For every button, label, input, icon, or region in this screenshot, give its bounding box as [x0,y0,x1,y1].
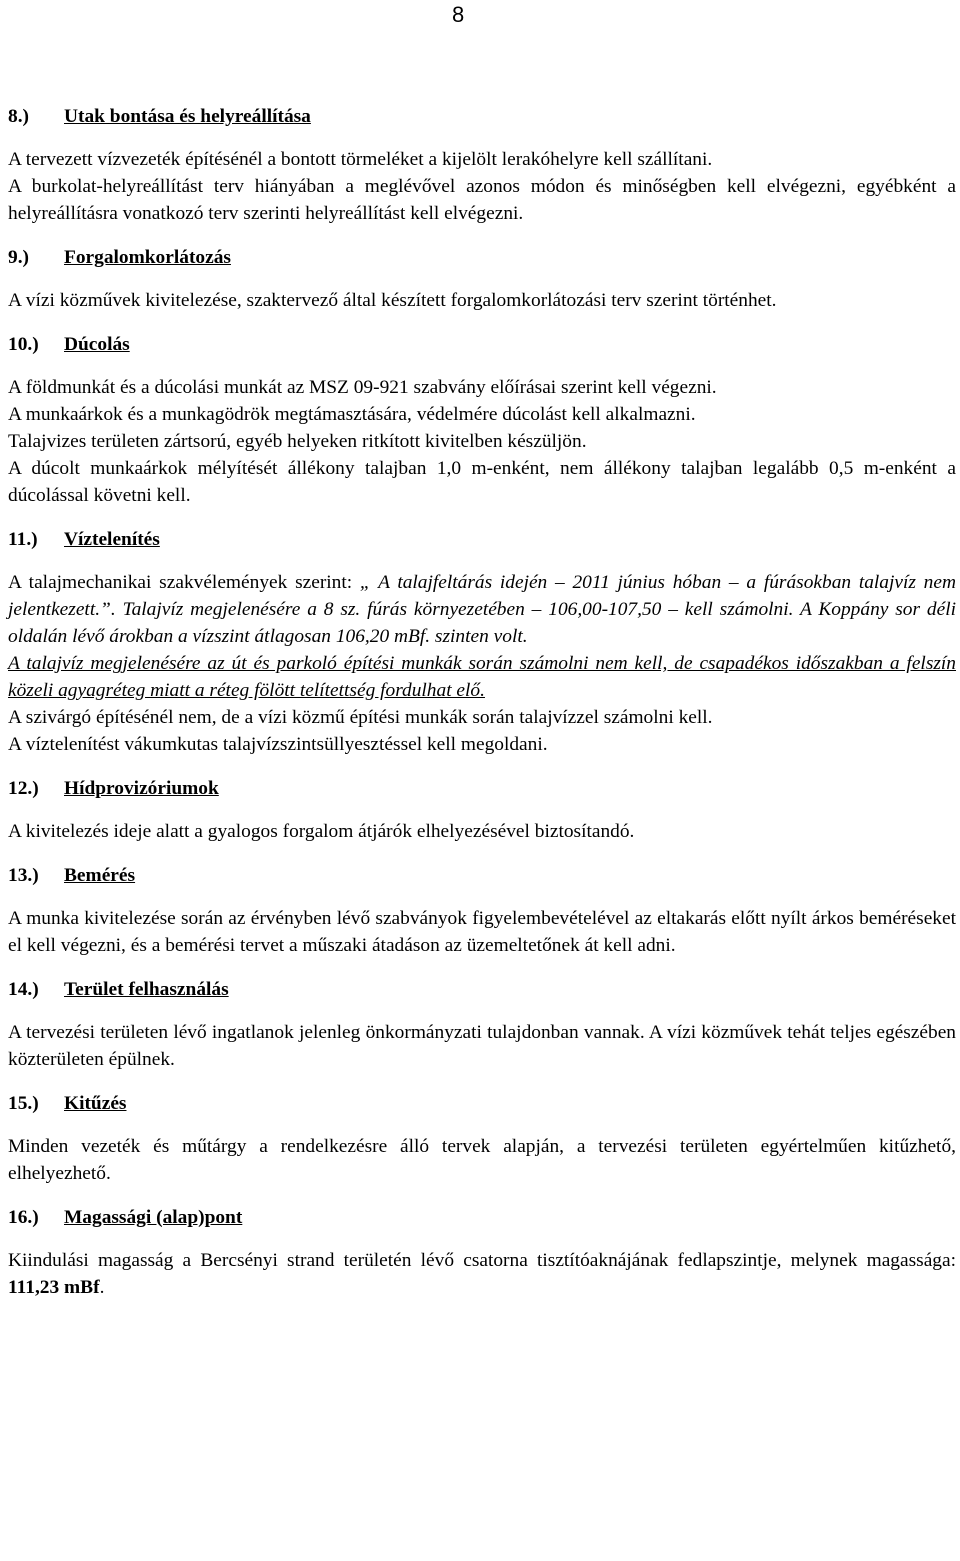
paragraph: A földmunkát és a dúcolási munkát az MSZ 09-921 szabvány előírásai szerint kell végezni. [8,377,717,398]
paragraph: A dúcolt munkaárkok mélyítését állékony talajban 1,0 m-enként, nem állékony talajban legalább 0,5 m-enként a dúcolással követni kell. [8,458,956,506]
paragraph: A víztelenítést vákumkutas talajvízszintsüllyesztéssel kell megoldani. [8,734,548,755]
section-8 [8,103,956,227]
section-number: 14.) [8,979,39,1000]
paragraph-lead: A talajmechanikai szakvélemények szerint: [8,572,360,593]
section-10 [8,331,956,509]
section-number: 16.) [8,1207,39,1228]
section-9 [8,244,956,314]
paragraph [8,1247,956,1301]
section-15 [8,1090,956,1187]
page-number: 8 [452,2,465,27]
section-title: Kitűzés [64,1093,127,1114]
paragraph: A tervezett vízvezeték építésénél a bontott törmeléket a kijelölt lerakóhelyre kell szállítani. [8,149,713,170]
paragraph: A szivárgó építésénél nem, de a vízi közmű építési munkák során talajvízzel számolni kell. [8,707,713,728]
document-body [8,103,956,1318]
section-heading [8,103,956,130]
paragraph: A vízi közművek kivitelezése, szaktervező által készített forgalomkorlátozási terv szerint történhet. [8,290,777,311]
section-number: 15.) [8,1093,39,1114]
paragraph: Talajvizes területen zártsorú, egyéb helyeken ritkított kivitelben készüljön. [8,431,587,452]
paragraph: A tervezési területen lévő ingatlanok jelenleg önkormányzati tulajdonban vannak. A vízi közművek tehát teljes egészében közterületen épülnek. [8,1022,956,1070]
section-title: Utak bontása és helyreállítása [64,106,311,127]
paragraph: Minden vezeték és műtárgy a rendelkezésre álló tervek alapján, a tervezési területen egyértelműen kitűzhető, elhelyezhető. [8,1136,956,1184]
elevation-value: 111,23 mBf [8,1277,100,1298]
section-12 [8,775,956,845]
paragraph [8,569,956,650]
section-11 [8,526,956,758]
section-title: Víztelenítés [64,529,160,550]
section-number: 10.) [8,334,39,355]
paragraph: A burkolat-helyreállítást terv hiányában a meglévővel azonos módon és minőségben kell elvégezni, egyébként a helyreállításra vonatkozó terv szerinti helyreállítást kell elvégezni. [8,176,956,224]
paragraph-text: Kiindulási magasság a Bercsényi strand területén lévő csatorna tisztítóaknájának fedlapszintje, melynek magassága: [8,1250,956,1271]
italic-quote: „ A talajfeltárás idején – 2011 június hóban – a fúrásokban talajvíz nem jelentkezett.”. Talajvíz megjelenésére a 8 sz. fúrás környezetében – 106,00-107,50 – kell számolni. A Koppány sor déli oldalán lévő árokban a vízszint átlagosan 106,20 mBf. szinten volt. [8,572,956,647]
section-heading [8,331,956,358]
section-heading [8,244,956,271]
section-number: 12.) [8,778,39,799]
section-number: 8.) [8,106,30,127]
paragraph-end: . [99,1277,105,1298]
section-number: 13.) [8,865,39,886]
section-16 [8,1204,956,1301]
section-title: Hídprovizóriumok [64,778,219,799]
section-heading [8,775,956,802]
section-title: Bemérés [64,865,136,886]
paragraph: A kivitelezés ideje alatt a gyalogos forgalom átjárók elhelyezésével biztosítandó. [8,821,635,842]
paragraph-emphasis: A talajvíz megjelenésére az út és parkoló építési munkák során számolni nem kell, de csapadékos időszakban a felszín közeli agyagréteg miatt a réteg fölött telítettség fordulhat elő. [8,653,956,701]
paragraph: A munkaárkok és a munkagödrök megtámasztására, védelmére dúcolást kell alkalmazni. [8,404,696,425]
section-13 [8,862,956,959]
section-heading [8,526,956,553]
section-title: Forgalomkorlátozás [64,247,231,268]
section-title: Dúcolás [64,334,130,355]
section-heading [8,976,956,1003]
paragraph: A munka kivitelezése során az érvényben lévő szabványok figyelembevételével az eltakarás előtt nyílt árkos beméréseket el kell végezni, és a bemérési tervet a műszaki átadáson az üzemeltetőnek át kell adni. [8,908,956,956]
section-title: Terület felhasználás [64,979,229,1000]
section-heading [8,862,956,889]
section-number: 11.) [8,529,38,550]
section-heading [8,1090,956,1117]
section-title: Magassági (alap)pont [64,1207,243,1228]
section-14 [8,976,956,1073]
section-heading [8,1204,956,1231]
section-number: 9.) [8,247,30,268]
